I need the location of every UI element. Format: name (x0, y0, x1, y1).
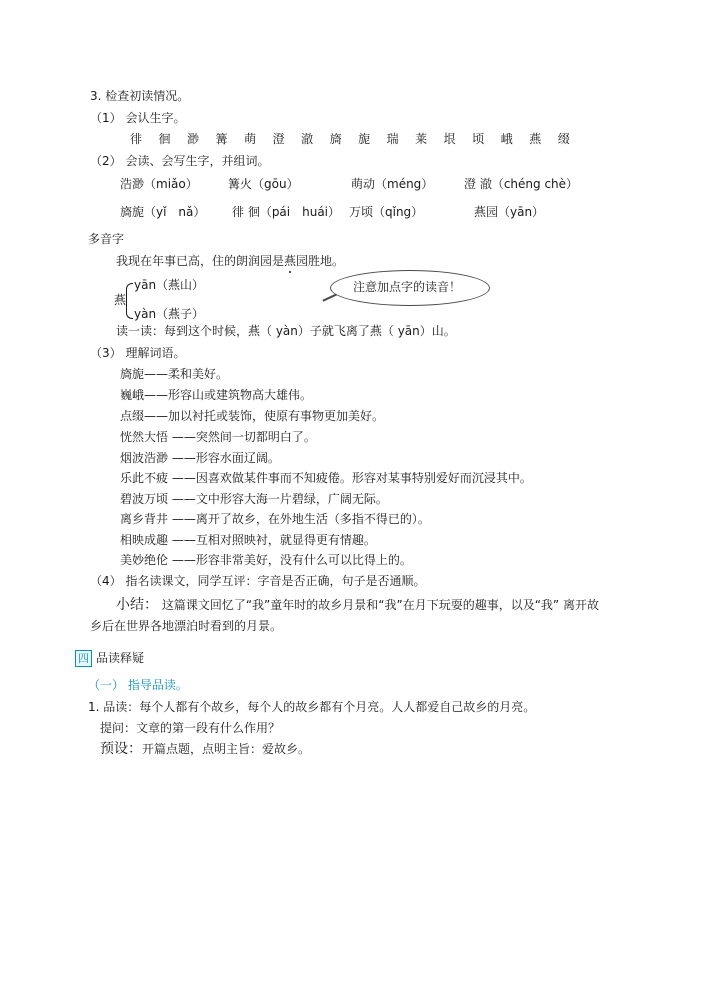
vocabulary-entry: 恍然大悟 ——突然间一切都明白了。 (120, 430, 316, 444)
word-cell: 萌动（méng） (351, 177, 434, 191)
new-character: 澄 (272, 132, 285, 146)
polyphone-reading-2: yàn（燕子） (134, 307, 205, 321)
new-character: 燕 (529, 132, 542, 146)
new-character: 萌 (244, 132, 257, 146)
new-character: 徘 (130, 132, 143, 146)
reading-point: 1. 品读：每个人都有个故乡，每个人的故乡都有个月亮。人人都爱自己故乡的月亮。 (88, 700, 536, 714)
word-cell: 徘 徊（pái huái） (232, 205, 341, 219)
brace-icon (126, 283, 133, 319)
summary-line-1: 小结： 这篇课文回忆了“我”童年时的故乡月景和“我”在月下玩耍的趣事，以及“我” 离开故 (116, 597, 599, 613)
new-character: 顷 (472, 132, 485, 146)
vocabulary-entry: 乐此不疲 ——因喜欢做某件事而不知疲倦。形容对某事特别爱好而沉浸其中。 (120, 471, 532, 485)
preset-answer: 预设：开篇点题，点明主旨：爱故乡。 (100, 741, 311, 757)
new-character: 篝 (215, 132, 228, 146)
new-character: 峨 (500, 132, 513, 146)
new-character: 旎 (358, 132, 371, 146)
new-character: 瑞 (386, 132, 399, 146)
new-character: 渺 (187, 132, 200, 146)
vocabulary-entry: 点缀——加以衬托或装饰，使原有事物更加美好。 (120, 409, 385, 423)
word-cell: 浩渺（miǎo） (120, 177, 198, 191)
section-heading: 3. 检查初读情况。 (90, 89, 190, 103)
polyphone-practice: 读一读：每到这个时候，燕（ yàn）子就飞离了燕（ yān）山。 (116, 324, 456, 338)
question: 提问：文章的第一段有什么作用？ (100, 721, 281, 735)
new-character: 垠 (443, 132, 456, 146)
word-cell: 旖旎（yǐ nǎ） (120, 205, 206, 219)
polyphone-reading-1: yān（燕山） (134, 278, 205, 292)
summary-label: 小结： (116, 597, 158, 613)
polyphone-title: 多音字 (88, 232, 125, 246)
vocabulary-entry: 巍峨——形容山或建筑物高大雄伟。 (120, 388, 313, 402)
vocabulary-entry: 相映成趣 ——互相对照映衬，就显得更有情趣。 (120, 533, 376, 547)
section-title: 品读释疑 (96, 651, 145, 665)
new-character: 徊 (158, 132, 171, 146)
vocabulary-entry: 离乡背井 ——离开了故乡，在外地生活（多指不得已的）。 (120, 512, 430, 526)
item-label-vocabulary: （3） 理解词语。 (90, 346, 186, 360)
new-character: 莱 (415, 132, 428, 146)
new-characters-list (130, 131, 586, 147)
section-number-badge: 四 (75, 650, 92, 667)
word-cell: 篝火（gōu） (228, 177, 299, 191)
speech-bubble-text: 注意加点字的读音！ (353, 280, 462, 294)
preset-label: 预设： (100, 741, 142, 757)
subsection-title: （一） 指导品读。 (88, 678, 188, 692)
polyphone-sentence: 我现在年事已高，住的朗润园是燕园胜地。 (116, 254, 345, 268)
item-label-recognize: （1） 会认生字。 (90, 111, 186, 125)
new-character: 澈 (301, 132, 314, 146)
new-character: 旖 (329, 132, 342, 146)
item-label-read-write: （2） 会读、会写生字，并组词。 (90, 154, 270, 168)
vocabulary-entry: 烟波浩渺 ——形容水面辽阔。 (120, 451, 280, 465)
word-cell: 澄 澈（chéng chè） (464, 177, 579, 191)
dotted-character: 燕 (284, 254, 297, 268)
vocabulary-entry: 旖旎——柔和美好。 (120, 367, 229, 381)
word-cell: 燕园（yān） (474, 205, 545, 219)
word-cell: 万顷（qǐng） (349, 205, 424, 219)
polyphone-character: 燕 (114, 293, 127, 307)
item-label-peer-review: （4） 指名读课文，同学互评：字音是否正确，句子是否通顺。 (90, 574, 426, 588)
new-character: 缀 (557, 132, 570, 146)
vocabulary-entry: 美妙绝伦 ——形容非常美好，没有什么可以比得上的。 (120, 553, 412, 567)
vocabulary-entry: 碧波万顷 ——文中形容大海一片碧绿，广阔无际。 (120, 492, 388, 506)
summary-line-2: 乡后在世界各地漂泊时看到的月景。 (90, 619, 283, 633)
